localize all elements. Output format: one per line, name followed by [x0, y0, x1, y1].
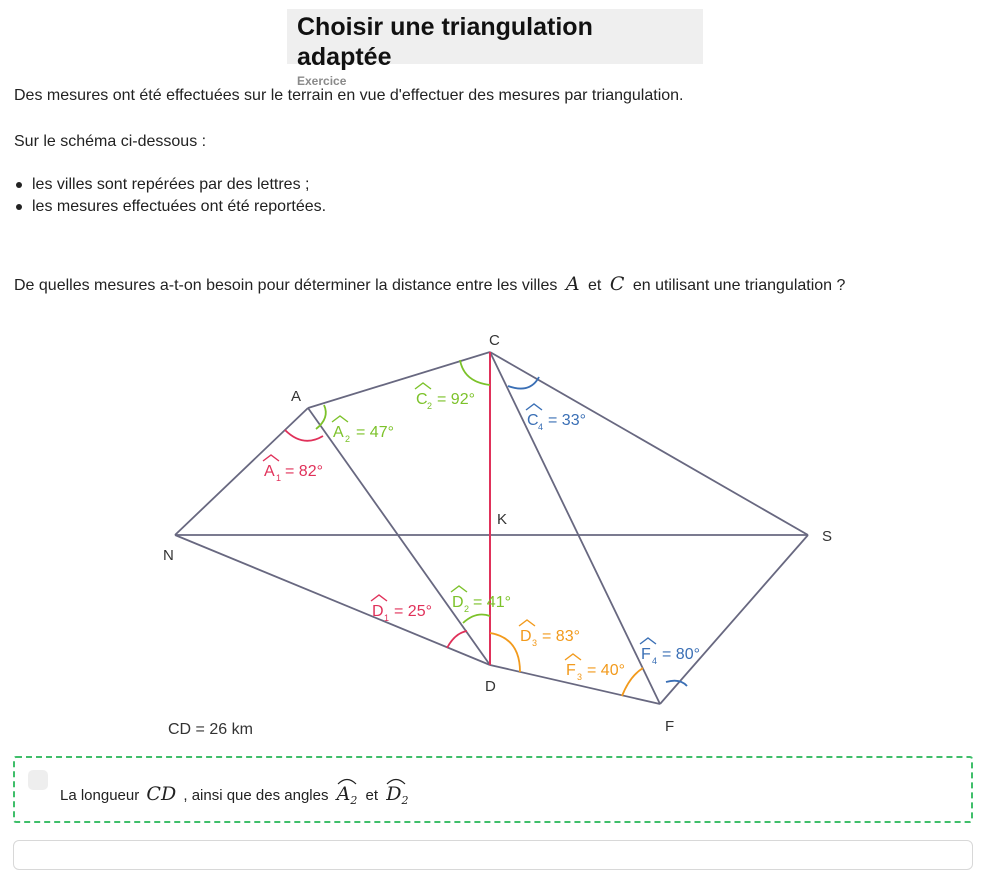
point-label-f: F	[665, 718, 675, 735]
question-middle: et	[588, 277, 602, 294]
answer-checkbox[interactable]	[28, 770, 48, 790]
page-subtitle: Exercice	[297, 74, 347, 88]
svg-text:= 41°: = 41°	[473, 594, 511, 611]
angle-label-d3	[519, 620, 580, 648]
next-answer-option[interactable]	[13, 840, 973, 870]
angle-label-c4	[526, 404, 586, 432]
svg-text:= 92°: = 92°	[437, 391, 475, 408]
answer-angle-d2: $D_2$	[386, 780, 408, 807]
svg-text:F: F	[641, 646, 651, 663]
svg-text:= 40°: = 40°	[587, 662, 625, 679]
svg-text:3: 3	[532, 638, 538, 648]
answer-option[interactable]	[13, 756, 973, 823]
svg-text:2: 2	[345, 434, 351, 444]
point-label-a: A	[291, 388, 302, 405]
intro-text: Des mesures ont été effectuées sur le terrain en vue d'effectuer des mesures par triangulation.	[14, 87, 684, 104]
question-after: en utilisant une triangulation ?	[632, 277, 846, 294]
svg-text:1: 1	[276, 473, 282, 483]
hat-icon	[337, 777, 357, 785]
svg-text:= 80°: = 80°	[662, 646, 700, 663]
svg-text:A: A	[264, 463, 275, 480]
angle-arc-a1	[285, 430, 323, 441]
point-label-d: D	[485, 678, 496, 695]
schema-intro-text: Sur le schéma ci-dessous :	[14, 133, 207, 150]
svg-text:1: 1	[384, 613, 390, 623]
angle-label-c2	[415, 383, 475, 411]
answer-et: et	[365, 787, 379, 804]
angle-label-f4	[640, 638, 700, 666]
point-label-k: K	[497, 511, 508, 528]
hat-icon	[386, 777, 406, 785]
svg-text:= 47°: = 47°	[356, 424, 394, 441]
triangulation-diagram	[0, 320, 992, 750]
angle-arc-d1	[447, 631, 467, 648]
angle-label-a2	[332, 416, 394, 444]
svg-text:4: 4	[538, 422, 544, 432]
svg-text:D: D	[520, 628, 532, 645]
svg-text:F: F	[566, 662, 576, 679]
svg-text:= 25°: = 25°	[394, 603, 432, 620]
angle-arc-a2	[316, 405, 326, 429]
question-before: De quelles mesures a-t-on besoin pour déterminer la distance entre les villes	[14, 277, 558, 294]
angle-arc-f3	[622, 668, 643, 696]
svg-text:D: D	[372, 603, 384, 620]
answer-text	[60, 780, 412, 807]
svg-text:D: D	[452, 594, 464, 611]
point-label-s: S	[822, 528, 833, 545]
angle-label-f3	[565, 654, 625, 682]
angle-arc-d2	[463, 615, 490, 623]
bullet-list	[14, 174, 326, 218]
svg-text:2: 2	[464, 604, 470, 614]
angle-label-d1	[371, 595, 432, 623]
svg-text:= 83°: = 83°	[542, 628, 580, 645]
page-title: Choisir une triangulation adaptée	[297, 13, 593, 71]
distance-label: CD = 26 km	[168, 721, 253, 738]
svg-text:4: 4	[652, 656, 658, 666]
svg-text:2: 2	[427, 401, 433, 411]
segment-sf	[660, 535, 808, 704]
svg-text:= 82°: = 82°	[285, 463, 323, 480]
angle-arc-c4	[508, 377, 539, 389]
svg-text:A: A	[333, 424, 344, 441]
angle-arc-c2	[460, 360, 490, 385]
question-text	[14, 273, 845, 295]
answer-angle-a2: $A_2$	[337, 780, 358, 807]
segment-nd	[175, 535, 490, 665]
answer-prefix: La longueur	[60, 787, 140, 804]
answer-cd: CD	[146, 783, 177, 805]
question-var-a: A	[565, 273, 580, 295]
exercise-header	[287, 9, 703, 88]
angle-label-a1	[263, 455, 323, 483]
answer-mid: , ainsi que des angles	[183, 787, 329, 804]
segment-ad	[308, 408, 490, 665]
question-var-c: C	[609, 273, 625, 295]
svg-text:C: C	[527, 412, 539, 429]
bullet-item: les villes sont repérées par des lettres ;	[14, 174, 326, 196]
point-label-c: C	[489, 332, 500, 349]
angle-label-d2	[451, 586, 511, 614]
svg-text:= 33°: = 33°	[548, 412, 586, 429]
svg-text:3: 3	[577, 672, 583, 682]
point-label-n: N	[163, 547, 174, 564]
bullet-item: les mesures effectuées ont été reportées.	[14, 196, 326, 218]
svg-text:C: C	[416, 391, 428, 408]
